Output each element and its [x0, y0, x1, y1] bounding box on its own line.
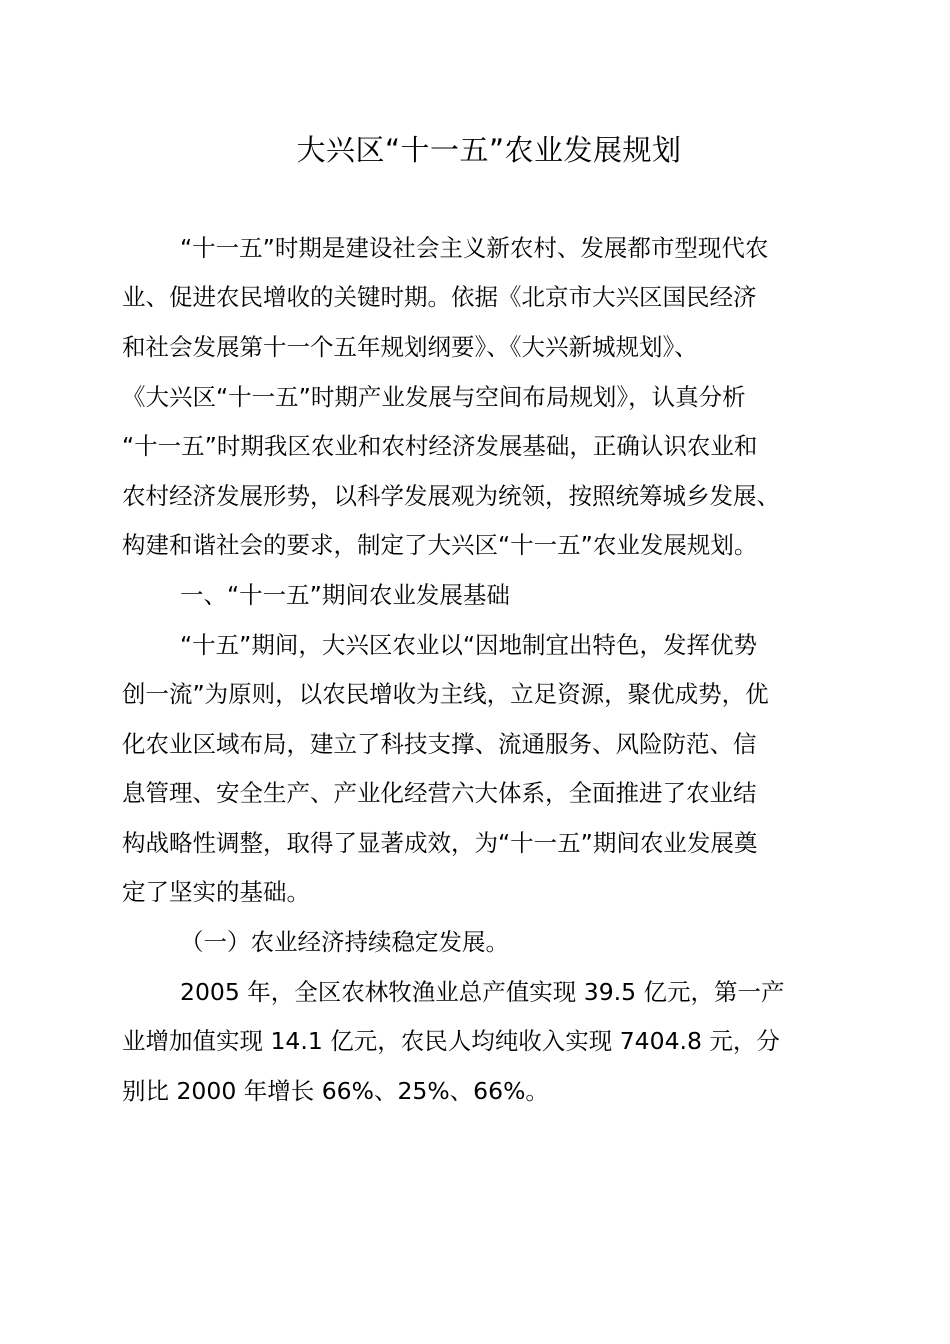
intro-paragraph-line: 业、促进农民增收的关键时期。依据《北京市大兴区国民经济 — [122, 283, 757, 311]
subsection-heading: （一）农业经济持续稳定发展。 — [180, 928, 509, 956]
intro-paragraph-line: 构建和谐社会的要求，制定了大兴区“十一五”农业发展规划。 — [122, 531, 758, 559]
section-heading: 一、“十一五”期间农业发展基础 — [180, 581, 510, 609]
basis-paragraph-line: 定了坚实的基础。 — [122, 878, 310, 906]
intro-paragraph-line: “十一五”时期是建设社会主义新农村、发展都市型现代农 — [180, 234, 769, 262]
economy-paragraph-line: 别比 2000 年增长 66%、25%、66%。 — [122, 1077, 549, 1105]
basis-paragraph-line: 创一流”为原则，以农民增收为主线，立足资源，聚优成势，优 — [122, 680, 769, 708]
basis-paragraph-line: 化农业区域布局，建立了科技支撑、流通服务、风险防范、信 — [122, 730, 757, 758]
basis-paragraph-line: “十五”期间，大兴区农业以“因地制宜出特色，发挥优势 — [180, 631, 758, 659]
intro-paragraph-line: 和社会发展第十一个五年规划纲要》、《大兴新城规划》、 — [122, 333, 698, 361]
economy-paragraph-line: 2005 年，全区农林牧渔业总产值实现 39.5 亿元，第一产 — [180, 978, 785, 1006]
document-title: 大兴区“十一五”农业发展规划 — [296, 133, 682, 167]
intro-paragraph-line: 《大兴区“十一五”时期产业发展与空间布局规划》，认真分析 — [122, 383, 746, 411]
intro-paragraph-line: “十一五”时期我区农业和农村经济发展基础，正确认识农业和 — [122, 432, 758, 460]
economy-paragraph-line: 业增加值实现 14.1 亿元，农民人均纯收入实现 7404.8 元，分 — [122, 1027, 780, 1055]
intro-paragraph-line: 农村经济发展形势，以科学发展观为统领，按照统筹城乡发展、 — [122, 482, 780, 510]
basis-paragraph-line: 息管理、安全生产、产业化经营六大体系，全面推进了农业结 — [122, 779, 757, 807]
basis-paragraph-line: 构战略性调整，取得了显著成效，为“十一五”期间农业发展奠 — [122, 829, 758, 857]
